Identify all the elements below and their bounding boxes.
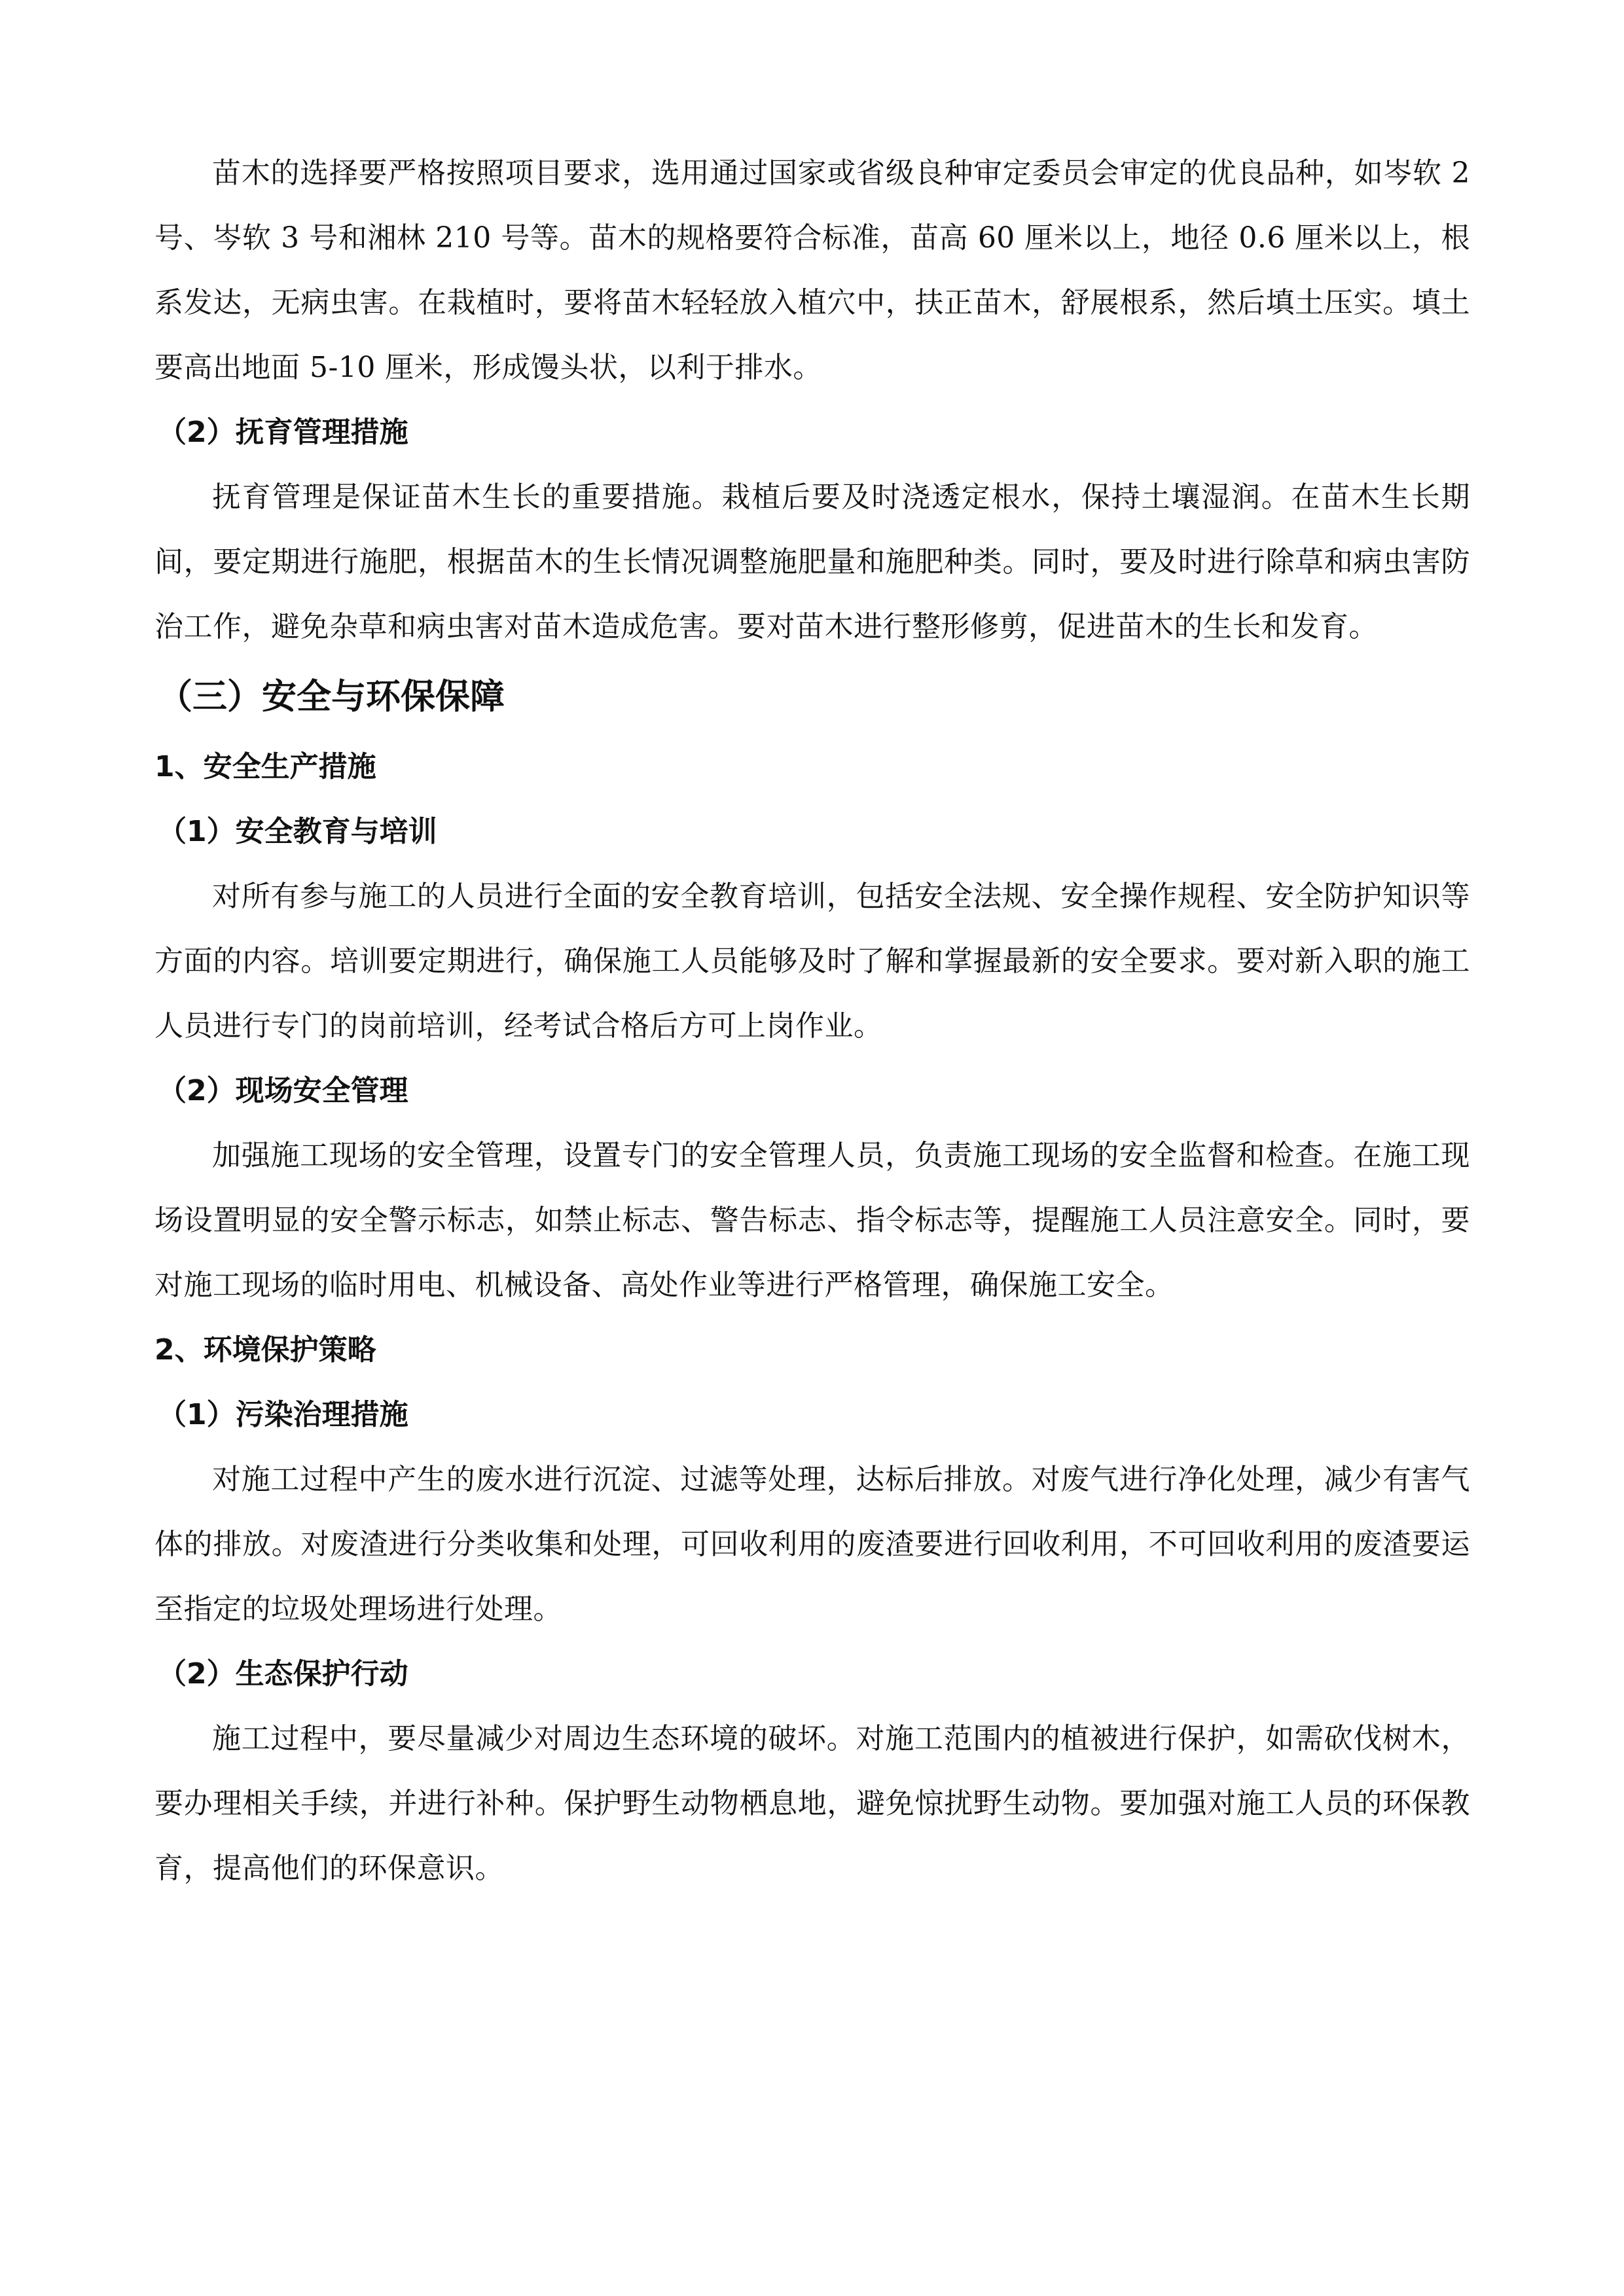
paragraph-safety-education: 对所有参与施工的人员进行全面的安全教育培训，包括安全法规、安全操作规程、安全防护知识等方面的内容。培训要定期进行，确保施工人员能够及时了解和掌握最新的安全要求。要对新入职的施工人员进行专门的岗前培训，经考试合格后方可上岗作业。 <box>154 880 1470 1043</box>
paragraph-care-management: 抚育管理是保证苗木生长的重要措施。栽植后要及时浇透定根水，保持土壤湿润。在苗木生长期间，要定期进行施肥，根据苗木的生长情况调整施肥量和施肥种类。同时，要及时进行除草和病虫害防治工作，避免杂草和病虫害对苗木造成危害。要对苗木进行整形修剪，促进苗木的生长和发育。 <box>154 480 1470 643</box>
heading-pollution-control: （1）污染治理措施 <box>158 1398 408 1431</box>
heading-section-safety-environment: （三）安全与环保保障 <box>158 677 505 717</box>
paragraph-seedling-selection: 苗木的选择要严格按照项目要求，选用通过国家或省级良种审定委员会审定的优良品种，如岑软 2 号、岑软 3 号和湘林 210 号等。苗木的规格要符合标准，苗高 60 厘米以上，地径 0.6 厘米以上，根系发达，无病虫害。在栽植时，要将苗木轻轻放入植穴中，扶正苗木，舒展根系，然后填土压实。填土要高出地面 5-10 厘米，形成馒头状，以利于排水。 <box>154 156 1470 384</box>
heading-environment-protection: 2、环境保护策略 <box>154 1333 376 1367</box>
heading-site-safety: （2）现场安全管理 <box>158 1074 408 1107</box>
document-body <box>154 141 1470 1901</box>
heading-care-management: （2）抚育管理措施 <box>158 416 408 449</box>
paragraph-pollution-control: 对施工过程中产生的废水进行沉淀、过滤等处理，达标后排放。对废气进行净化处理，减少有害气体的排放。对废渣进行分类收集和处理，可回收利用的废渣要进行回收利用，不可回收利用的废渣要运至指定的垃圾处理场进行处理。 <box>154 1463 1470 1626</box>
heading-safety-production: 1、安全生产措施 <box>154 750 376 783</box>
paragraph-ecological-protection: 施工过程中，要尽量减少对周边生态环境的破坏。对施工范围内的植被进行保护，如需砍伐树木，要办理相关手续，并进行补种。保护野生动物栖息地，避免惊扰野生动物。要加强对施工人员的环保教育，提高他们的环保意识。 <box>154 1722 1470 1885</box>
heading-safety-education: （1）安全教育与培训 <box>158 815 437 848</box>
paragraph-site-safety: 加强施工现场的安全管理，设置专门的安全管理人员，负责施工现场的安全监督和检查。在施工现场设置明显的安全警示标志，如禁止标志、警告标志、指令标志等，提醒施工人员注意安全。同时，要对施工现场的临时用电、机械设备、高处作业等进行严格管理，确保施工安全。 <box>154 1139 1470 1302</box>
heading-ecological-protection: （2）生态保护行动 <box>158 1657 408 1691</box>
